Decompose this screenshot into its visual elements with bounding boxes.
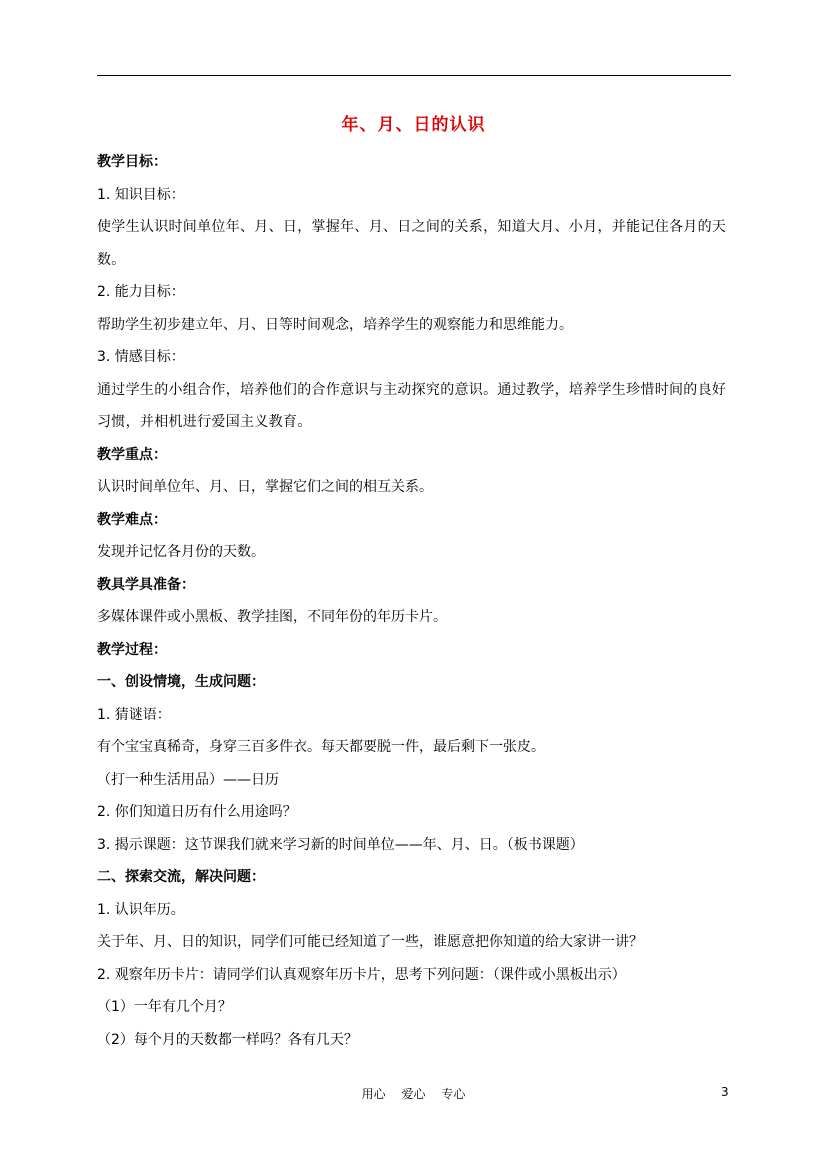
- paragraph-line: 1. 认识年历。: [97, 901, 185, 918]
- paragraph-line: （2）每个月的天数都一样吗？各有几天？: [97, 1031, 358, 1048]
- paragraph-line: 通过学生的小组合作，培养他们的合作意识与主动探究的意识。通过教学，培养学生珍惜时间的良好习惯，并相机进行爱国主义教育。: [97, 381, 727, 430]
- section-heading: 教学重点：: [97, 446, 167, 463]
- section-heading: 教学目标：: [97, 154, 167, 170]
- paragraph-line: （1）一年有几个月？: [97, 999, 232, 1015]
- paragraph-line: 有个宝宝真稀奇，身穿三百多件衣。每天都要脱一件，最后剩下一张皮。: [97, 739, 545, 755]
- header-rule: [97, 75, 731, 76]
- paragraph-line: 1. 猜谜语：: [97, 706, 171, 723]
- paragraph-line: 认识时间单位年、月、日，掌握它们之间的相互关系。: [97, 479, 433, 495]
- section-heading: 教具学具准备：: [97, 576, 195, 593]
- paragraph-line: 3. 揭示课题：这节课我们就来学习新的时间单位——年、月、日。（板书课题）: [97, 836, 584, 853]
- section-heading: 教学过程：: [97, 641, 167, 658]
- section-heading: 二、探索交流，解决问题：: [97, 869, 265, 885]
- document-body: [97, 146, 733, 1056]
- paragraph-line: 1. 知识目标：: [97, 186, 185, 203]
- footer-text: 爱心: [401, 1087, 426, 1101]
- paragraph-line: 使学生认识时间单位年、月、日，掌握年、月、日之间的关系，知道大月、小月，并能记住各月的天数。: [97, 219, 727, 268]
- paragraph-line: 2. 观察年历卡片：请同学们认真观察年历卡片，思考下列问题：（课件或小黑板出示）: [97, 966, 626, 983]
- section-heading: 教学难点：: [97, 511, 167, 528]
- paragraph-line: 关于年、月、日的知识，同学们可能已经知道了一些，谁愿意把你知道的给大家讲一讲？: [97, 934, 643, 950]
- section-heading: 一、创设情境，生成问题：: [97, 674, 265, 690]
- page-number: 3: [721, 1085, 729, 1099]
- paragraph-line: 帮助学生初步建立年、月、日等时间观念，培养学生的观察能力和思维能力。: [97, 316, 573, 333]
- page-footer: [0, 1085, 827, 1102]
- paragraph-line: 发现并记忆各月份的天数。: [97, 544, 265, 560]
- paragraph-line: 2. 你们知道日历有什么用途吗？: [97, 804, 297, 820]
- footer-text: 用心: [361, 1087, 386, 1101]
- footer-text: 专心: [441, 1087, 466, 1101]
- paragraph-line: （打一种生活用品）——日历: [97, 771, 279, 788]
- paragraph-line: 3. 情感目标：: [97, 349, 185, 365]
- document-title: 年、月、日的认识: [341, 115, 486, 135]
- paragraph-line: 2. 能力目标：: [97, 284, 185, 300]
- paragraph-line: 多媒体课件或小黑板、教学挂图，不同年份的年历卡片。: [97, 609, 447, 625]
